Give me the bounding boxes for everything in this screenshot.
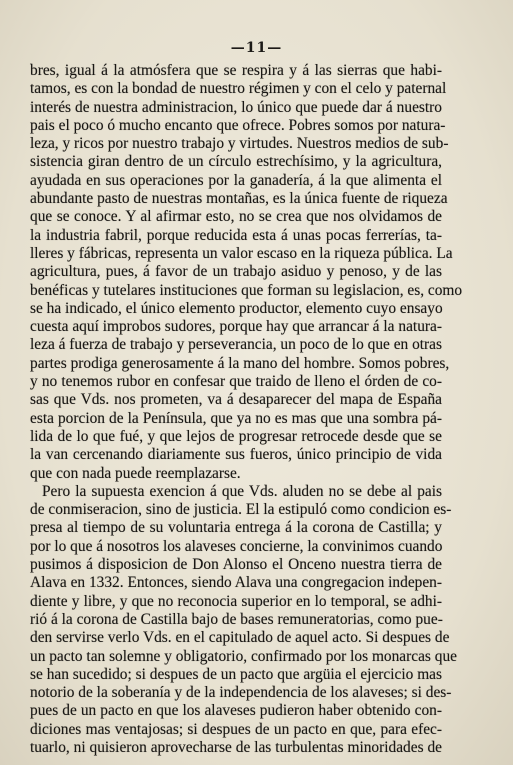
text-line: sas que Vds. nos prometen, va á desaparecer del mapa de España — [30, 391, 442, 409]
text-line: cuesta aquí improbos sudores, porque hay que arrancar á la natura- — [30, 318, 442, 336]
text-line: esta porcion de la Península, que ya no es mas que una sombra pá- — [30, 409, 442, 427]
text-line: que con nada puede reemplazarse. — [30, 464, 241, 482]
text-line: presa al tiempo de su voluntaria entrega á la corona de Castilla; y — [30, 519, 442, 537]
text-line: que se conoce. Y al afirmar esto, no se crea que nos olvidamos de — [30, 208, 442, 226]
text-line: rió á la corona de Castilla bajo de bases remuneratorias, como pue- — [30, 610, 443, 628]
text-line: y no tenemos rubor en confesar que traido de lleno el órden de co- — [30, 373, 442, 391]
text-line: benéficas y tutelares instituciones que forman su legislacion, es, como — [30, 281, 463, 299]
body-text — [30, 62, 463, 757]
text-line: ayudada en sus operaciones por la ganadería, á la que alimenta el — [30, 171, 442, 189]
text-line: por lo que á nosotros los alaveses concierne, la convinimos cuando — [30, 537, 443, 555]
text-line: se ha indicado, el único elemento productor, elemento cuyo ensayo — [30, 299, 443, 317]
text-line: tuarlo, ni quisieron aprovecharse de las turbulentas minoridades de — [30, 738, 442, 756]
text-line: de conmiseracion, sino de justicia. El la estipuló como condicion es- — [30, 501, 452, 519]
text-line: abundante pasto de nuestras montañas, es la única fuente de riqueza — [30, 190, 448, 208]
text-line: lida de lo que fué, y que lejos de progresar retrocede desde que se — [30, 427, 442, 445]
text-line: partes prodiga generosamente á la mano del hombre. Somos pobres, — [30, 354, 450, 372]
text-line: un pacto tan solemne y obligatorio, confirmado por los monarcas que — [30, 647, 457, 665]
text-line: Pero la supuesta exencion á que Vds. aluden no se debe al pais — [42, 482, 442, 500]
text-line: diciones mas ventajosas; si despues de un pacto en que, para efec- — [30, 720, 442, 738]
text-line: se han sucedido; si despues de un pacto que argüia el ejercicio mas — [30, 665, 442, 683]
text-line: notorio de la soberanía y de la independencia de los alaveses; si des- — [30, 684, 452, 702]
page-number: —11— — [230, 40, 283, 56]
text-line: bres, igual á la atmósfera que se respira y á las sierras que habi- — [30, 62, 442, 79]
text-line: leza, y ricos por nuestro trabajo y virtudes. Nuestros medios de sub- — [30, 135, 449, 153]
text-line: la van cercenando diariamente sus fueros, único principio de vida — [30, 446, 442, 464]
text-line: pues de un pacto en que los alaveses pudieron haber obtenido con- — [30, 702, 442, 720]
text-line: agricultura, pues, á favor de un trabajo asiduo y penoso, y de las — [30, 263, 442, 281]
text-line: Alava en 1332. Entonces, siendo Alava una congregacion indepen- — [30, 574, 442, 592]
text-line: den servirse verlo Vds. en el capitulado de aquel acto. Si despues de — [30, 629, 450, 647]
text-line: tamos, es con la bondad de nuestro régimen y con el celo y paternal — [30, 80, 447, 98]
paragraph-2 — [30, 482, 457, 757]
text-line: diente y libre, y que no reconocia superior en lo temporal, se adhi- — [30, 592, 442, 610]
text-line: pusimos á disposicion de Don Alonso el Onceno nuestra tierra de — [30, 556, 442, 574]
text-line: la industria fabril, porque reducida esta á unas pocas ferrerías, ta- — [30, 226, 442, 244]
text-line: lleres y fábricas, representa un valor escaso en la riqueza pública. La — [30, 244, 453, 262]
text-line: sistencia giran dentro de un círculo estrechísimo, y la agricultura, — [30, 153, 442, 171]
paragraph-1 — [30, 62, 463, 483]
text-line: interés de nuestra administracion, lo único que puede dar á nuestro — [30, 98, 442, 116]
text-line: pais el poco ó mucho encanto que ofrece. Pobres somos por natura- — [30, 116, 446, 134]
text-line: leza á fuerza de trabajo y perseverancia, un poco de lo que en otras — [30, 336, 442, 354]
